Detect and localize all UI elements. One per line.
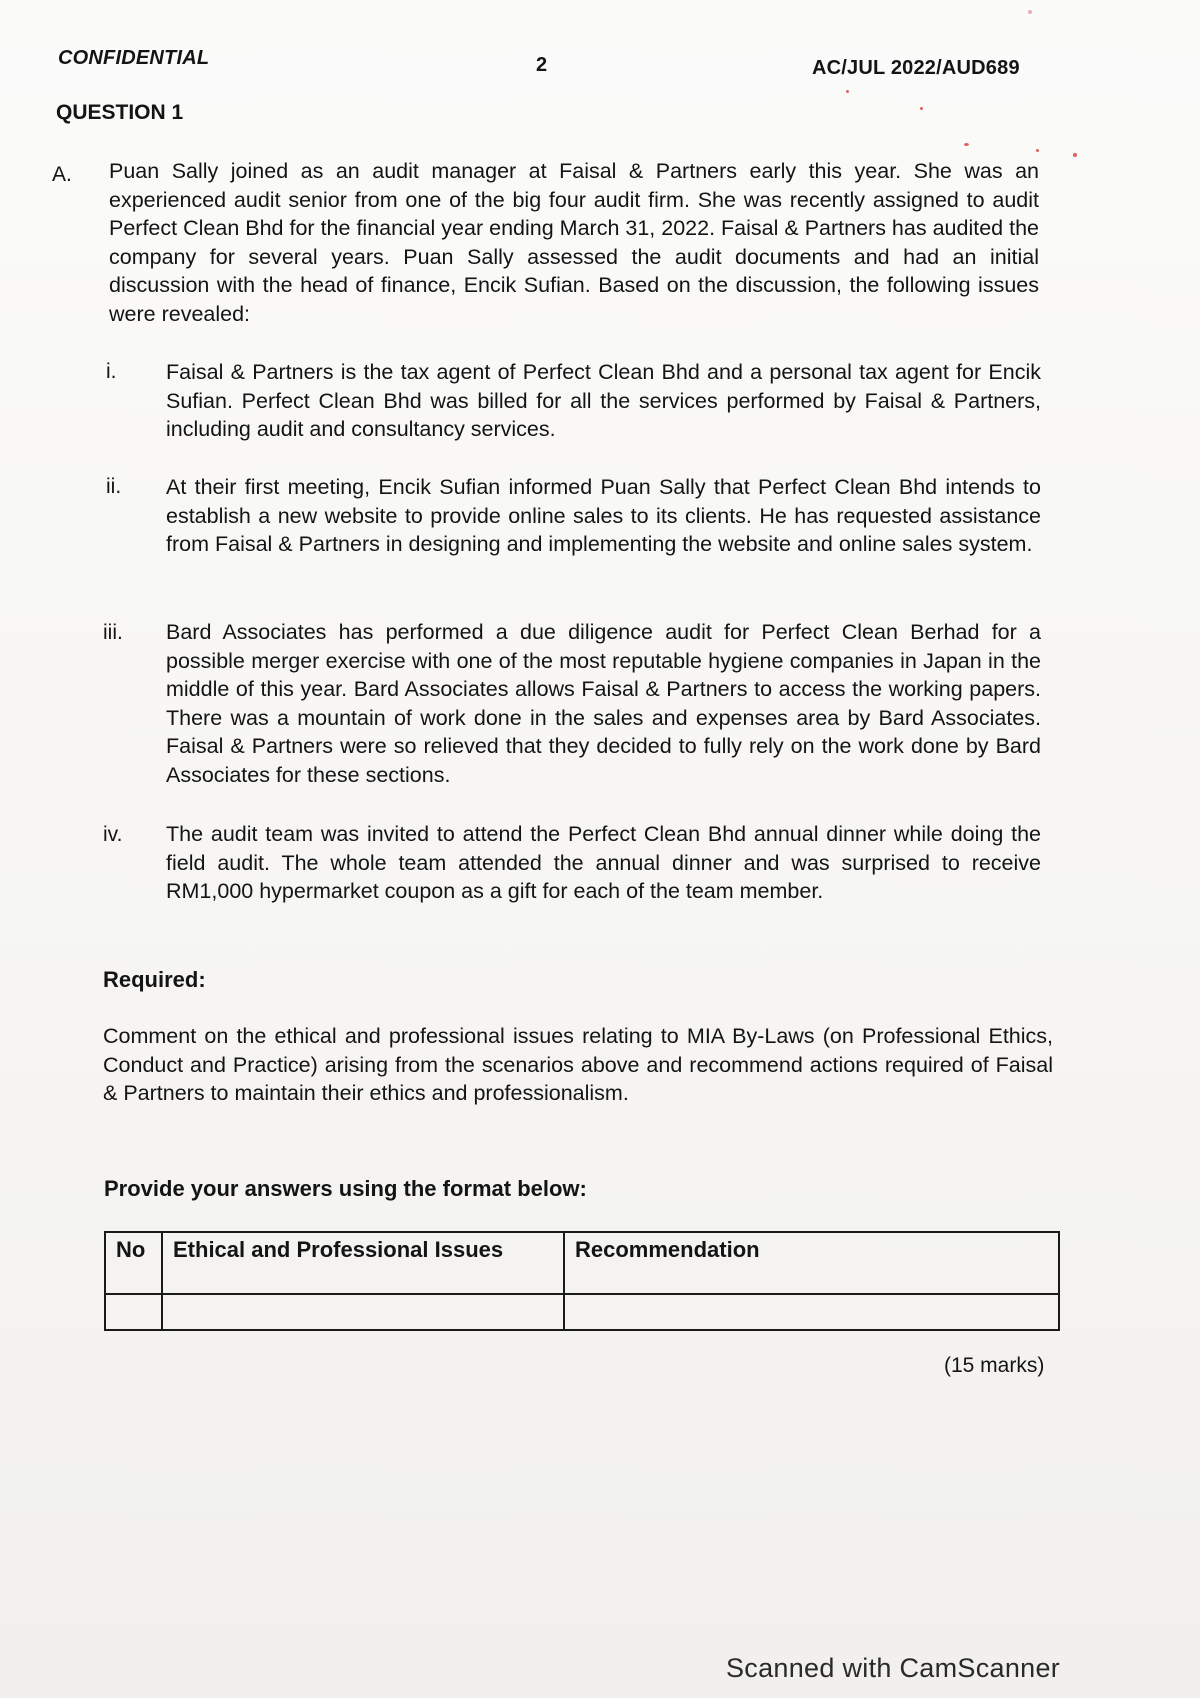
red-speck	[846, 90, 849, 93]
item-number: iv.	[103, 823, 123, 846]
scenario-item: The audit team was invited to attend the Perfect Clean Bhd annual dinner while doing the field audit. The whole team attended the annual dinner and was surprised to receive RM1,000 hypermarket coupon as a gift for each of the team member.	[166, 822, 1041, 903]
table-cell	[564, 1294, 1059, 1330]
item-number: iii.	[103, 621, 123, 644]
page-number: 2	[536, 54, 548, 76]
table-cell	[105, 1294, 162, 1330]
red-speck	[1073, 153, 1077, 157]
marks-label: (15 marks)	[944, 1354, 1045, 1377]
answer-format-table	[104, 1231, 1060, 1331]
red-speck	[1028, 10, 1032, 14]
table-row	[105, 1294, 1059, 1330]
scanner-watermark: Scanned with CamScanner	[726, 1653, 1061, 1683]
scenario-item: Faisal & Partners is the tax agent of Perfect Clean Bhd and a personal tax agent for Encik Sufian. Perfect Clean Bhd was billed for all the services performed by Faisal & Partners, including audit and consultancy services.	[166, 360, 1041, 441]
instruction-paragraph: Comment on the ethical and professional issues relating to MIA By-Laws (on Professional Ethics, Conduct and Practice) arising from the scenarios above and recommend actions required of Faisal & Partners to maintain their ethics and professionalism.	[103, 1024, 1053, 1105]
required-heading: Required:	[103, 967, 206, 992]
red-speck	[1036, 149, 1039, 152]
column-header-recommendation: Recommendation	[564, 1232, 1059, 1294]
column-header-issues: Ethical and Professional Issues	[162, 1232, 564, 1294]
item-number: i.	[106, 360, 117, 383]
column-header-no: No	[105, 1232, 162, 1294]
table-cell	[162, 1294, 564, 1330]
scenario-item: Bard Associates has performed a due diligence audit for Perfect Clean Berhad for a possible merger exercise with one of the most reputable hygiene companies in Japan in the middle of this year. Bard Associates allows Faisal & Partners to access the working papers. There was a mountain of work done in the sales and expenses area by Bard Associates. Faisal & Partners were so relieved that they decided to fully rely on the work done by Bard Associates for these sections.	[166, 620, 1041, 787]
question-title: QUESTION 1	[56, 101, 184, 124]
format-instruction: Provide your answers using the format below:	[104, 1176, 587, 1201]
table-header-row	[105, 1232, 1059, 1294]
red-speck	[920, 107, 923, 110]
paper-code: AC/JUL 2022/AUD689	[812, 57, 1020, 79]
part-letter: A.	[52, 163, 72, 186]
intro-paragraph: Puan Sally joined as an audit manager at Faisal & Partners early this year. She was an experienced audit senior from one of the big four audit firm. She was recently assigned to audit Perfect Clean Bhd for the financial year ending March 31, 2022. Faisal & Partners has audited the company for several years. Puan Sally assessed the audit documents and had an initial discussion with the head of finance, Encik Sufian. Based on the discussion, the following issues were revealed:	[109, 159, 1039, 326]
scenario-item: At their first meeting, Encik Sufian informed Puan Sally that Perfect Clean Bhd intends to establish a new website to provide online sales to its clients. He has requested assistance from Faisal & Partners in designing and implementing the website and online sales system.	[166, 475, 1041, 556]
confidential-label: CONFIDENTIAL	[58, 47, 210, 69]
item-number: ii.	[106, 475, 122, 498]
red-speck	[964, 143, 969, 146]
